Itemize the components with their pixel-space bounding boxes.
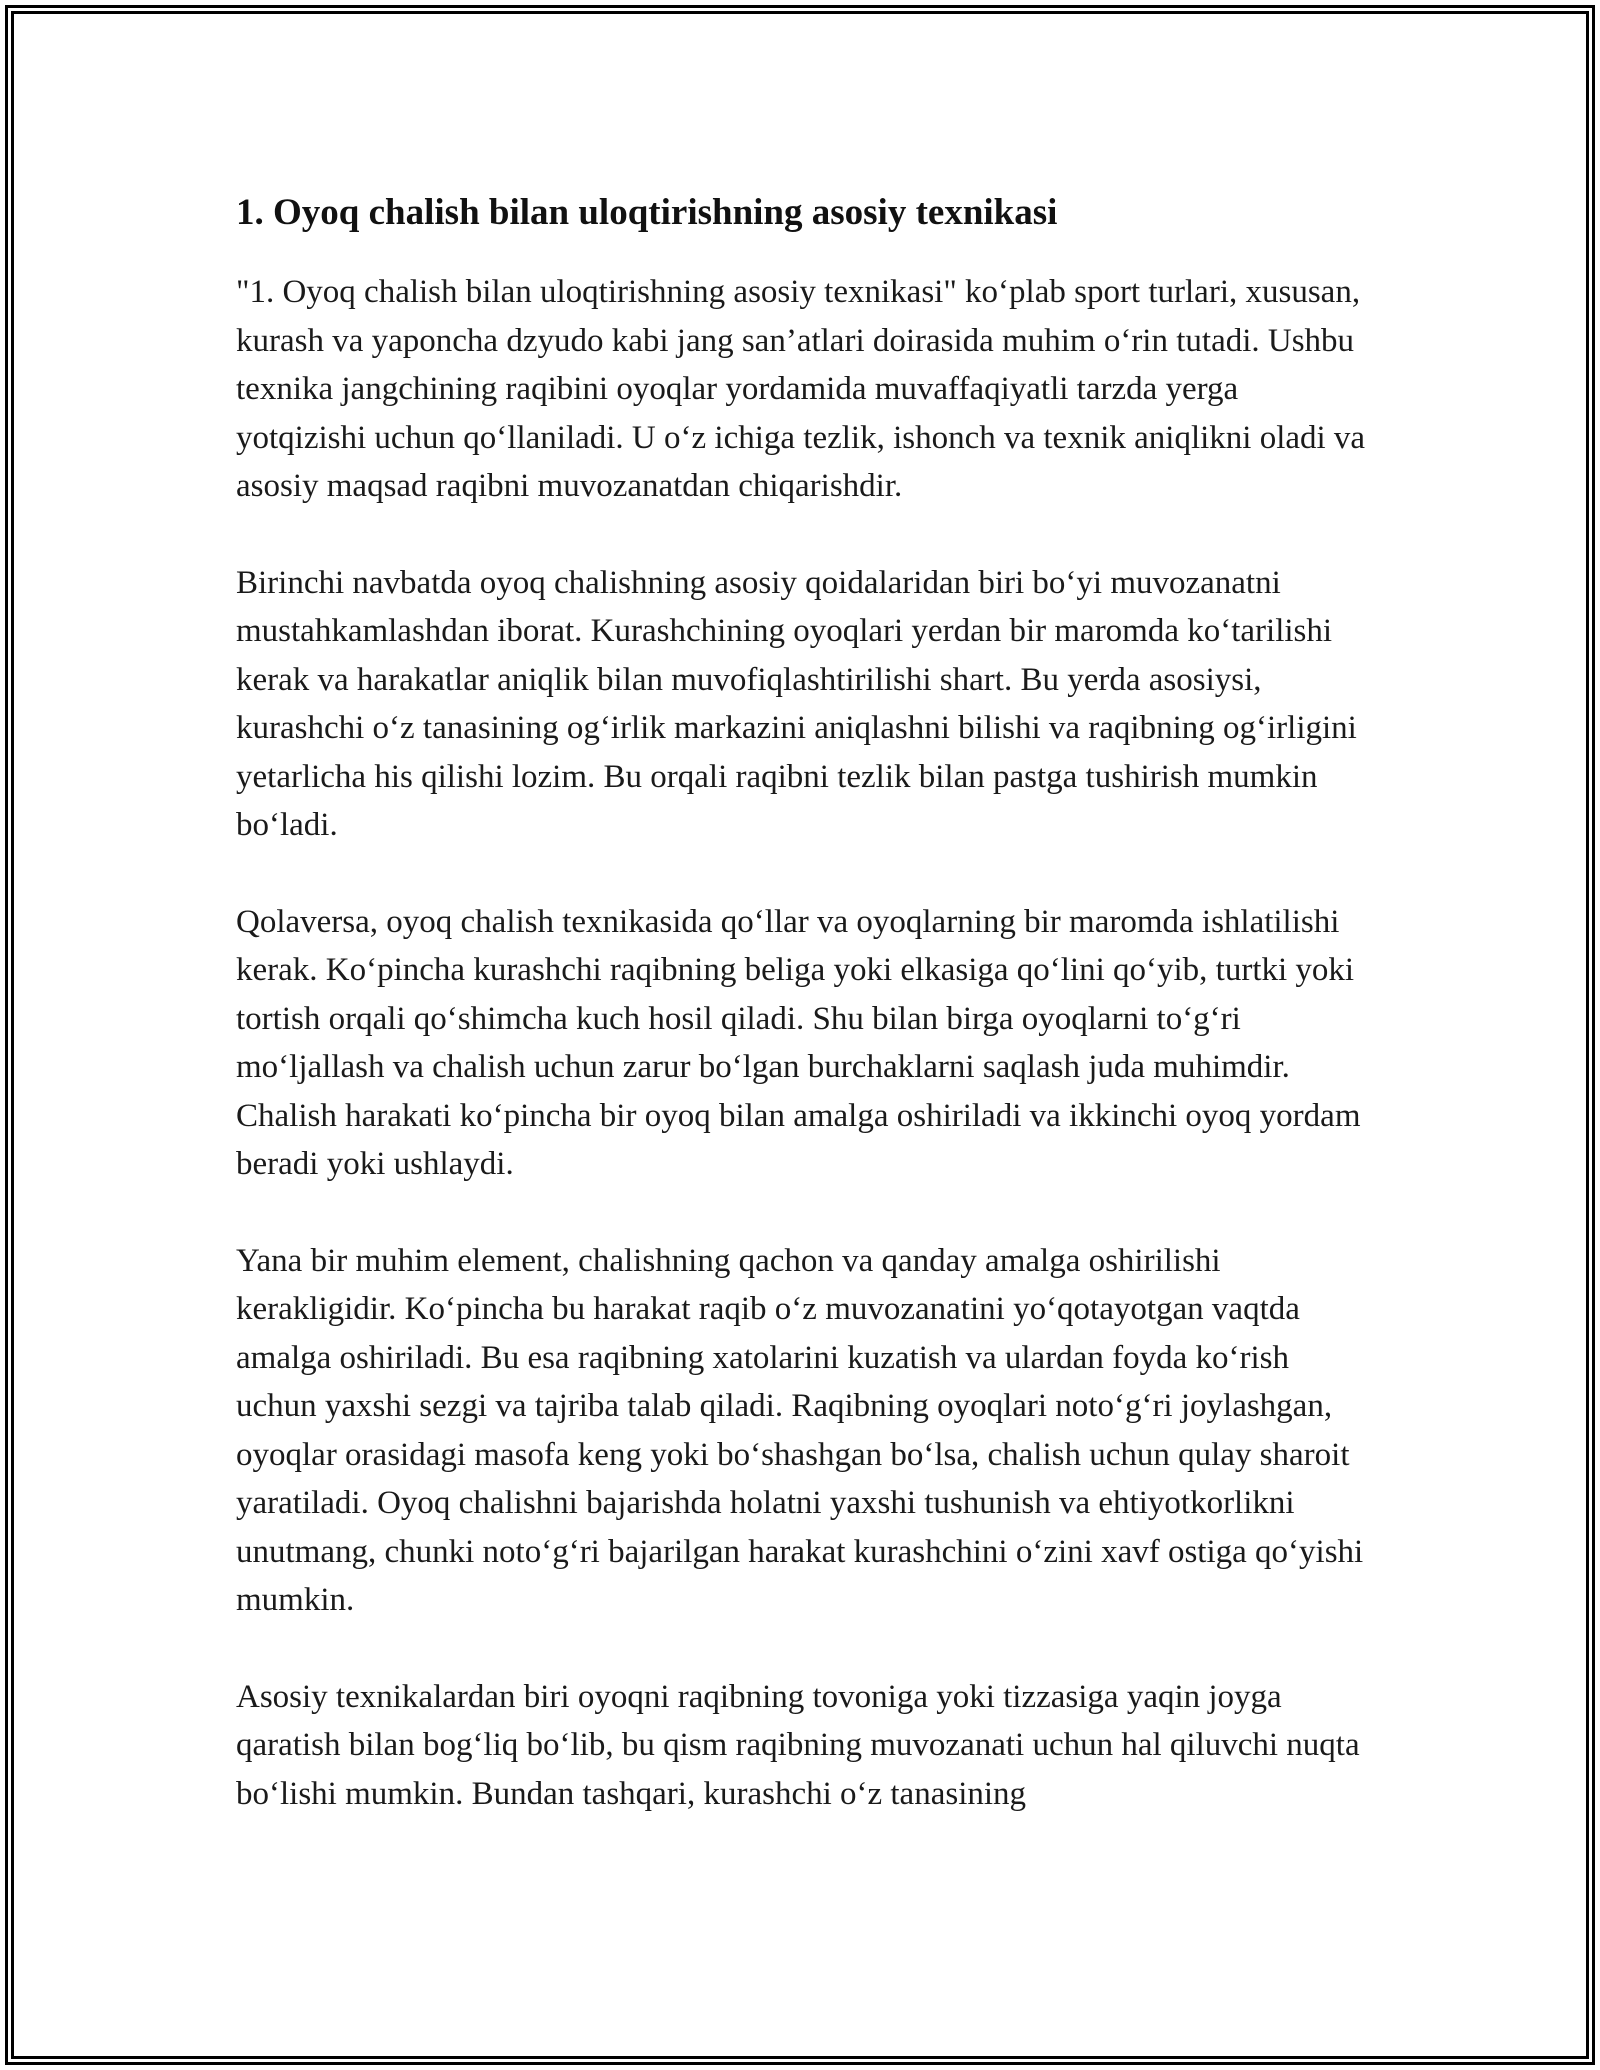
paragraph-2: Birinchi navbatda oyoq chalishning asosiy qoidalaridan biri bo‘yi muvozanatni mustahkamlashdan iborat. Kurashchining oyoqlari yerdan bir maromda ko‘tarilishi kerak va harakatlar aniqlik bilan muvofiqlashtirilishi shart. Bu yerda asosiysi, kurashchi o‘z tanasining og‘irlik markazini aniqlashni bilishi va raqibning og‘irligini yetarlicha his qilishi lozim. Bu orqali raqibni tezlik bilan pastga tushirish mumkin bo‘ladi.: [236, 564, 1357, 843]
paragraph-5: Asosiy texnikalardan biri oyoqni raqibning tovoniga yoki tizzasiga yaqin joyga qaratish bilan bog‘liq bo‘lib, bu qism raqibning muvozanati uchun hal qiluvchi nuqta bo‘lishi mumkin. Bundan tashqari, kurashchi o‘z tanasining: [236, 1678, 1360, 1812]
document-title: 1. Oyoq chalish bilan uloqtirishning asosiy texnikasi: [236, 192, 1058, 233]
paragraph-4: Yana bir muhim element, chalishning qachon va qanday amalga oshirilishi kerakligidir. Ko‘pincha bu harakat raqib o‘z muvozanatini yo‘qotayotgan vaqtda amalga oshiriladi. Bu esa raqibning xatolarini kuzatish va ulardan foyda ko‘rish uchun yaxshi sezgi va tajriba talab qiladi. Raqibning oyoqlari noto‘g‘ri joylashgan, oyoqlar orasidagi masofa keng yoki bo‘shashgan bo‘lsa, chalish uchun qulay sharoit yaratiladi. Oyoq chalishni bajarishda holatni yaxshi tushunish va ehtiyotkorlikni unutmang, chunki noto‘g‘ri bajarilgan harakat kurashchini o‘zini xavf ostiga qo‘yishi mumkin.: [236, 1242, 1364, 1618]
paragraph-1: "1. Oyoq chalish bilan uloqtirishning asosiy texnikasi" ko‘plab sport turlari, xususan, kurash va yaponcha dzyudo kabi jang san’atlari doirasida muhim o‘rin tutadi. Ushbu texnika jangchining raqibini oyoqlar yordamida muvaffaqiyatli tarzda yerga yotqizishi uchun qo‘llaniladi. U o‘z ichiga tezlik, ishonch va texnik aniqlikni oladi va asosiy maqsad raqibni muvozanatdan chiqarishdir.: [236, 274, 1366, 504]
paragraph-3: Qolaversa, oyoq chalish texnikasida qo‘llar va oyoqlarning bir maromda ishlatilishi kerak. Ko‘pincha kurashchi raqibning beliga yoki elkasiga qo‘lini qo‘yib, turtki yoki tortish orqali qo‘shimcha kuch hosil qiladi. Shu bilan birga oyoqlarni to‘g‘ri mo‘ljallash va chalish uchun zarur bo‘lgan burchaklarni saqlash juda muhimdir. Chalish harakati ko‘pincha bir oyoq bilan amalga oshiriladi va ikkinchi oyoq yordam beradi yoki ushlaydi.: [236, 903, 1361, 1182]
document-body: [236, 184, 1366, 1866]
